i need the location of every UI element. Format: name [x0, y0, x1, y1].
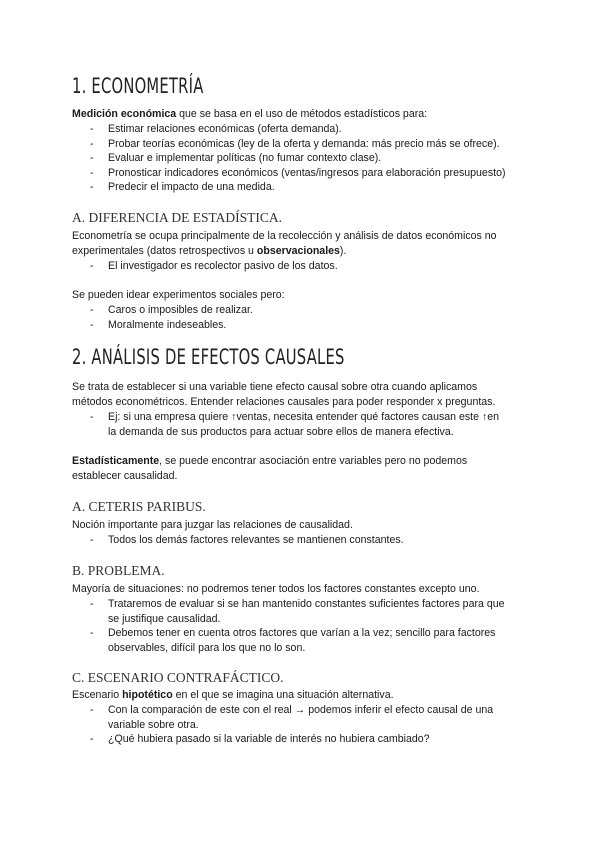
text-span: ). [339, 244, 347, 257]
list-item: - Probar teorías económicas (ley de la oferta y demanda: más precio más se ofrece). [72, 137, 542, 152]
paragraph-line: métodos econométricos. Entender relaciones causales para poder responder x preguntas. [72, 395, 496, 408]
section-2-paragraph-2 [72, 454, 532, 483]
bold-span: hipotético [122, 689, 173, 701]
section-2-example-list [72, 410, 542, 439]
text-span: en el que se imagina una situación alternativa. [172, 689, 394, 701]
list-item-line: la demanda de sus productos para actuar sobre ellos de manera efectiva. [108, 425, 454, 438]
intro-rest: que se basa en el uso de métodos estadísticos para: [176, 108, 428, 120]
list-item: - Moralmente indeseables. [72, 318, 542, 333]
list-item [72, 597, 542, 626]
section-2c-title: C. ESCENARIO CONTRAFÁCTICO. [72, 670, 284, 685]
list-item: - Predecir el impacto de una medida. [72, 180, 542, 195]
section-1-title: 1. ECONOMETRÍA [72, 74, 204, 98]
list-item-line: observables, difícil para los que no lo son. [108, 641, 306, 654]
section-1a-paragraph-2: Se pueden idear experimentos sociales pero: [72, 289, 285, 301]
list-item-line: - Debemos tener en cuenta otros factores que varían a la vez; sencillo para factores [108, 627, 496, 640]
section-2-title: 2. ANÁLISIS DE EFECTOS CAUSALES [72, 345, 345, 369]
text-span: Escenario [72, 689, 123, 701]
bold-span: observacionales [256, 244, 340, 257]
list-item: - El investigador es recolector pasivo de los datos. [72, 259, 542, 274]
list-item: - Estimar relaciones económicas (oferta demanda). [72, 122, 542, 137]
list-item-line: se justifique causalidad. [108, 612, 221, 625]
list-item [72, 703, 542, 732]
section-2b-paragraph: Mayoría de situaciones: no podremos tener todos los factores constantes excepto uno. [72, 583, 480, 595]
section-2a-title: A. CETERIS PARIBUS. [72, 499, 206, 514]
paragraph-line: Se trata de establecer si una variable tiene efecto causal sobre otra cuando aplicamos [72, 381, 478, 393]
paragraph-line [72, 454, 532, 469]
list-item: - Todos los demás factores relevantes se mantienen constantes. [72, 533, 542, 548]
list-item-line: variable sobre otra. [108, 718, 199, 731]
list-item-line: - Con la comparación de este con el real → podemos inferir el efecto causal de una [108, 704, 494, 716]
section-2c-paragraph [72, 688, 532, 703]
paragraph-line: Econometría se ocupa principalmente de la recolección y análisis de datos económicos no [72, 230, 497, 242]
section-1a-paragraph [72, 229, 532, 258]
section-2a-paragraph: Noción importante para juzgar las relaciones de causalidad. [72, 519, 353, 531]
intro-bold: Medición económica [72, 108, 177, 120]
section-2-paragraph-1 [72, 380, 532, 409]
paragraph-line: establecer causalidad. [72, 469, 178, 482]
list-item: - Evaluar e implementar políticas (no fumar contexto clase). [72, 151, 542, 166]
section-2b-title: B. PROBLEMA. [72, 563, 165, 578]
section-2b-list [72, 597, 542, 655]
list-item [72, 410, 542, 439]
section-2c-list [72, 703, 542, 747]
section-1a-list-2 [72, 303, 542, 332]
list-item [72, 626, 542, 655]
list-item-line: - Trataremos de evaluar si se han mantenido constantes suficientes factores para que [108, 598, 505, 610]
paragraph-line [72, 244, 532, 259]
section-1a-list-1 [72, 259, 542, 274]
list-item: - ¿Qué hubiera pasado si la variable de interés no hubiera cambiado? [72, 732, 542, 747]
bold-span: Estadísticamente [72, 455, 160, 467]
section-1-list [72, 122, 542, 195]
list-item-line: - Ej: si una empresa quiere ↑ventas, necesita entender qué factores causan este ↑en [108, 411, 500, 423]
list-item: - Caros o imposibles de realizar. [72, 303, 542, 318]
section-1-intro [72, 107, 532, 122]
text-span: experimentales (datos retrospectivos u [72, 244, 257, 257]
section-2a-list [72, 533, 542, 548]
text-span: , se puede encontrar asociación entre variables pero no podemos [159, 455, 468, 467]
list-item: - Pronosticar indicadores económicos (ventas/ingresos para elaboración presupuesto) [72, 166, 542, 181]
section-1a-title: A. DIFERENCIA DE ESTADÍSTICA. [72, 210, 283, 225]
